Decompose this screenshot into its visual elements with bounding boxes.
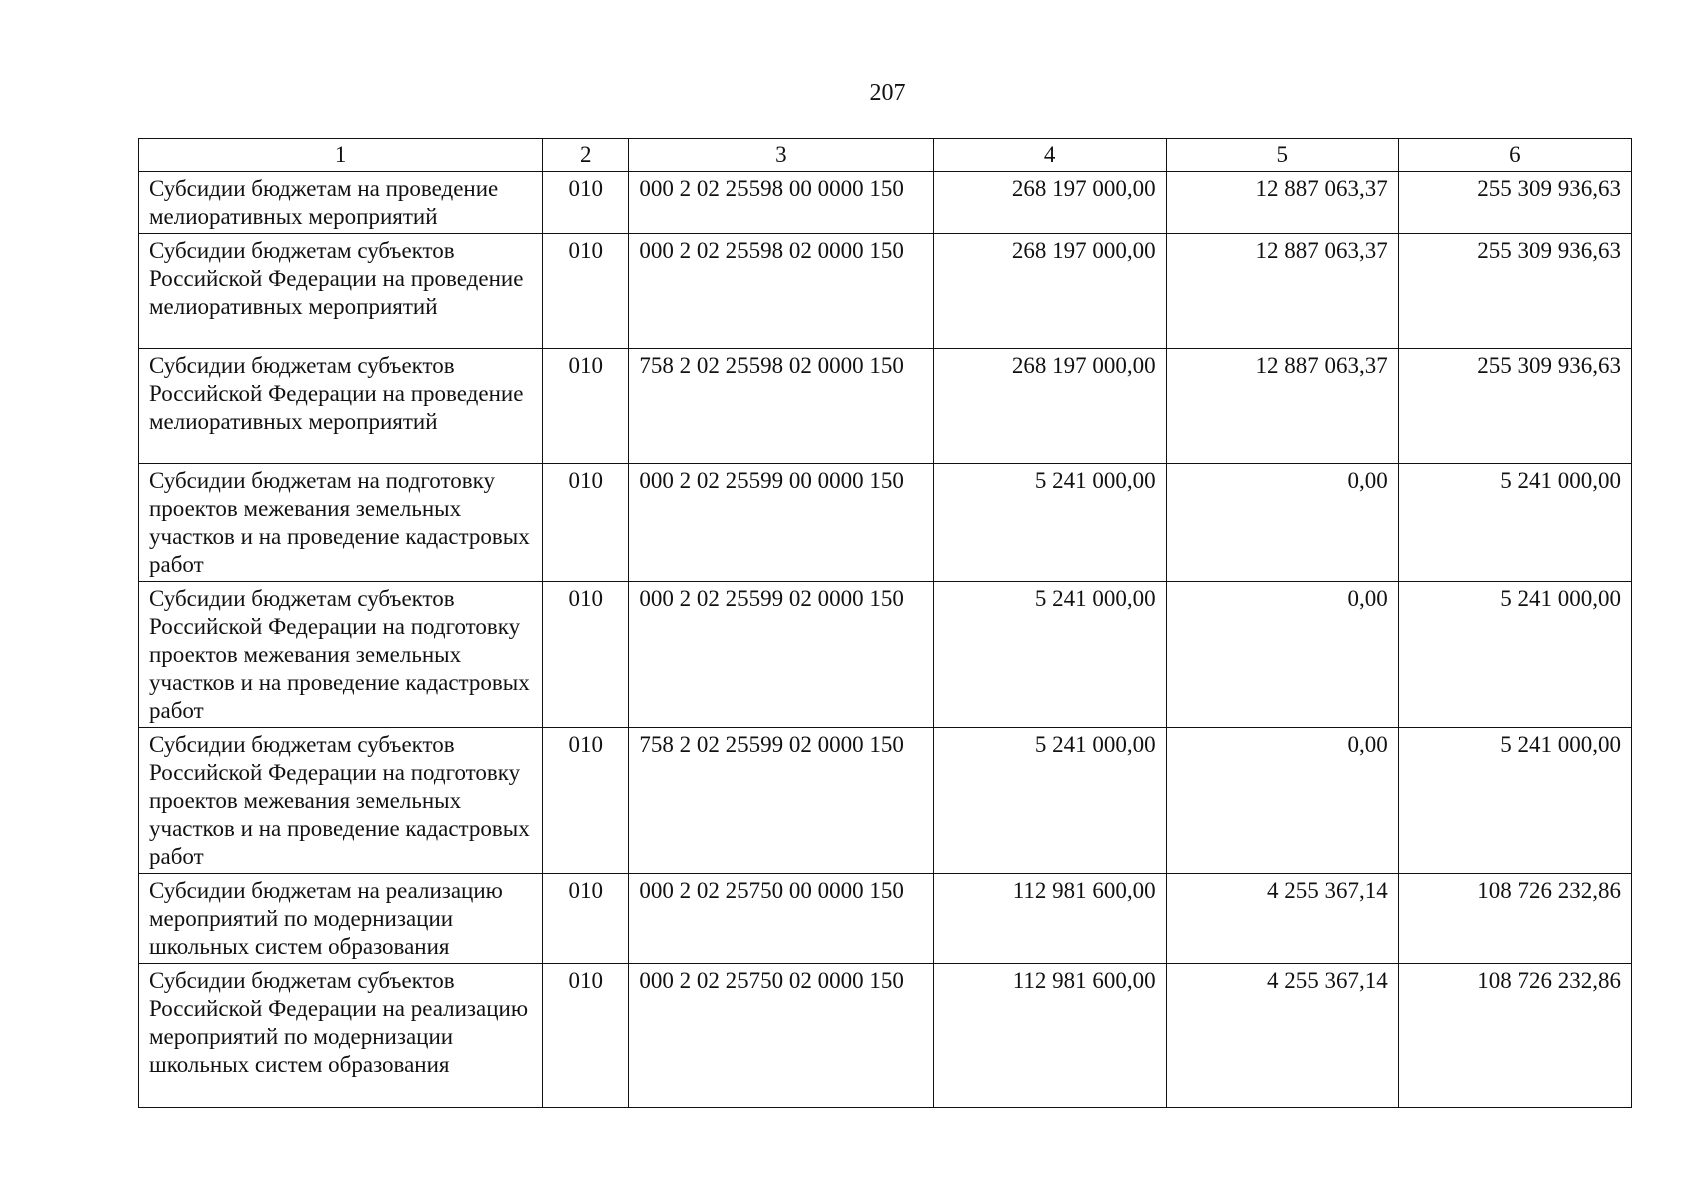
row-plan: 5 241 000,00: [933, 582, 1166, 728]
table-row: [139, 874, 1632, 964]
row-executed: 12 887 063,37: [1166, 234, 1398, 349]
row-remaining: 5 241 000,00: [1398, 464, 1631, 582]
column-header-4: 4: [933, 139, 1166, 172]
row-executed: 0,00: [1166, 464, 1398, 582]
table-row: [139, 234, 1632, 349]
row-executed: 12 887 063,37: [1166, 172, 1398, 234]
row-executed: 0,00: [1166, 582, 1398, 728]
row-executed: 12 887 063,37: [1166, 349, 1398, 464]
table-row: [139, 172, 1632, 234]
row-executed: 4 255 367,14: [1166, 874, 1398, 964]
row-executed: 4 255 367,14: [1166, 964, 1398, 1108]
row-remaining: 5 241 000,00: [1398, 728, 1631, 874]
table-row: [139, 349, 1632, 464]
row-plan: 5 241 000,00: [933, 464, 1166, 582]
column-header-5: 5: [1166, 139, 1398, 172]
table-row: [139, 728, 1632, 874]
column-header-1: 1: [139, 139, 543, 172]
row-description: Субсидии бюджетам на проведение мелиоративных мероприятий: [139, 172, 543, 234]
table-row: [139, 464, 1632, 582]
row-plan: 5 241 000,00: [933, 728, 1166, 874]
row-kbk: 000 2 02 25599 02 0000 150: [629, 582, 933, 728]
row-remaining: 108 726 232,86: [1398, 874, 1631, 964]
row-code: 010: [543, 349, 629, 464]
row-kbk: 000 2 02 25599 00 0000 150: [629, 464, 933, 582]
row-kbk: 758 2 02 25598 02 0000 150: [629, 349, 933, 464]
column-header-6: 6: [1398, 139, 1631, 172]
row-executed: 0,00: [1166, 728, 1398, 874]
row-remaining: 5 241 000,00: [1398, 582, 1631, 728]
row-kbk: 000 2 02 25750 02 0000 150: [629, 964, 933, 1108]
row-kbk: 000 2 02 25750 00 0000 150: [629, 874, 933, 964]
budget-table: [138, 138, 1632, 1108]
row-code: 010: [543, 964, 629, 1108]
column-header-2: 2: [543, 139, 629, 172]
row-plan: 112 981 600,00: [933, 874, 1166, 964]
row-kbk: 000 2 02 25598 02 0000 150: [629, 234, 933, 349]
row-description: Субсидии бюджетам субъектов Российской Федерации на проведение мелиоративных мероприятий: [139, 234, 543, 349]
row-description: Субсидии бюджетам субъектов Российской Федерации на проведение мелиоративных мероприятий: [139, 349, 543, 464]
row-code: 010: [543, 234, 629, 349]
column-header-3: 3: [629, 139, 933, 172]
row-code: 010: [543, 172, 629, 234]
row-description: Субсидии бюджетам субъектов Российской Федерации на реализацию мероприятий по модернизации школьных систем образования: [139, 964, 543, 1108]
row-plan: 268 197 000,00: [933, 234, 1166, 349]
row-plan: 268 197 000,00: [933, 172, 1166, 234]
table-row: [139, 964, 1632, 1108]
row-remaining: 108 726 232,86: [1398, 964, 1631, 1108]
page-number: 207: [869, 80, 906, 106]
row-plan: 268 197 000,00: [933, 349, 1166, 464]
row-plan: 112 981 600,00: [933, 964, 1166, 1108]
row-code: 010: [543, 464, 629, 582]
row-description: Субсидии бюджетам субъектов Российской Федерации на подготовку проектов межевания земельных участков и на проведение кадастровых работ: [139, 582, 543, 728]
row-description: Субсидии бюджетам на реализацию мероприятий по модернизации школьных систем образования: [139, 874, 543, 964]
row-remaining: 255 309 936,63: [1398, 234, 1631, 349]
row-remaining: 255 309 936,63: [1398, 349, 1631, 464]
row-kbk: 000 2 02 25598 00 0000 150: [629, 172, 933, 234]
row-code: 010: [543, 874, 629, 964]
header-row: [139, 139, 1632, 172]
row-remaining: 255 309 936,63: [1398, 172, 1631, 234]
row-description: Субсидии бюджетам субъектов Российской Федерации на подготовку проектов межевания земельных участков и на проведение кадастровых работ: [139, 728, 543, 874]
row-code: 010: [543, 728, 629, 874]
table-row: [139, 582, 1632, 728]
row-description: Субсидии бюджетам на подготовку проектов межевания земельных участков и на проведение кадастровых работ: [139, 464, 543, 582]
row-kbk: 758 2 02 25599 02 0000 150: [629, 728, 933, 874]
row-code: 010: [543, 582, 629, 728]
